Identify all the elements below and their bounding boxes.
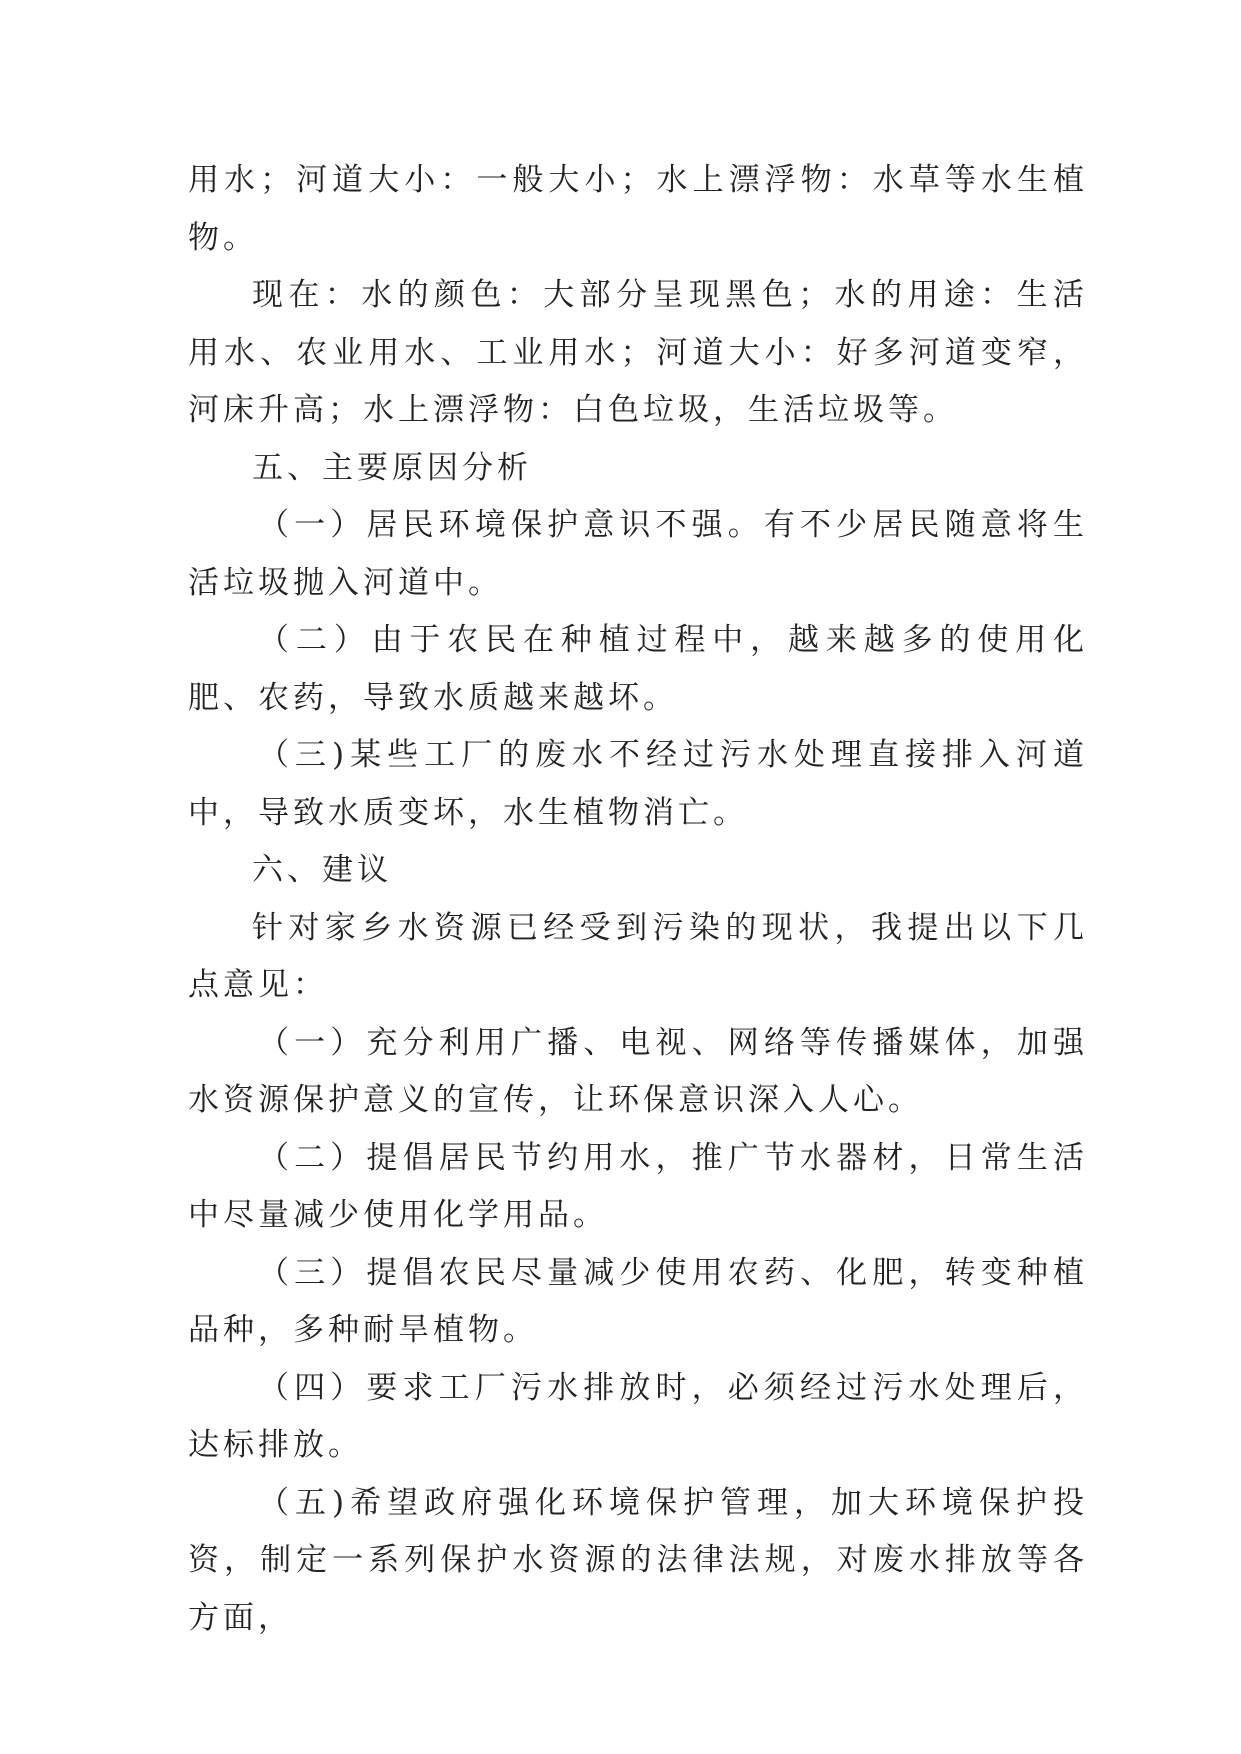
paragraph-6: 针对家乡水资源已经受到污染的现状，我提出以下几点意见： [188, 909, 1088, 1003]
paragraph-9: （三）提倡农民尽量减少使用农药、化肥，转变种植品种，多种耐旱植物。 [188, 1254, 1088, 1348]
paragraph-3: （一）居民环境保护意识不强。有不少居民随意将生活垃圾抛入河道中。 [188, 507, 1088, 601]
section-heading-5: 五、主要原因分析 [252, 449, 532, 486]
section-heading-6: 六、建议 [252, 852, 392, 888]
document-body [188, 152, 1088, 1647]
paragraph-5: （三)某些工厂的废水不经过污水处理直接排入河道中，导致水质变坏，水生植物消亡。 [188, 737, 1088, 831]
paragraph-4: （二）由于农民在种植过程中，越来越多的使用化肥、农药，导致水质越来越坏。 [188, 622, 1088, 716]
paragraph-11: （五)希望政府强化环境保护管理，加大环境保护投资，制定一系列保护水资源的法律法规，对废水排放等各方面， [188, 1484, 1088, 1636]
paragraph-8: （二）提倡居民节约用水，推广节水器材，日常生活中尽量减少使用化学用品。 [188, 1139, 1088, 1233]
paragraph-2: 现在：水的颜色：大部分呈现黑色；水的用途：生活用水、农业用水、工业用水；河道大小：好多河道变窄，河床升高；水上漂浮物：白色垃圾，生活垃圾等。 [188, 277, 1088, 428]
paragraph-7: （一）充分利用广播、电视、网络等传播媒体，加强水资源保护意义的宣传，让环保意识深入人心。 [188, 1024, 1088, 1118]
paragraph-1: 用水；河道大小：一般大小；水上漂浮物：水草等水生植物。 [188, 162, 1088, 256]
paragraph-10: （四）要求工厂污水排放时，必须经过污水处理后，达标排放。 [188, 1369, 1088, 1463]
